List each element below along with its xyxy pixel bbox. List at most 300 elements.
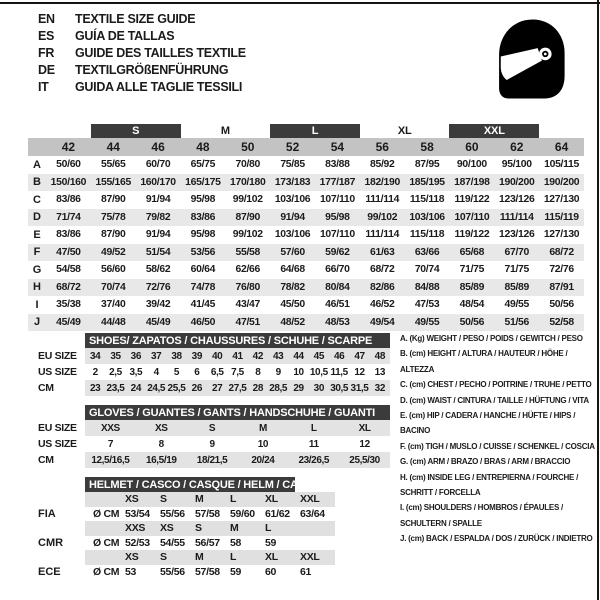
measurement-cell: 59/62 bbox=[325, 246, 350, 258]
measurement-row-letter: D bbox=[33, 211, 41, 224]
measurement-cell: 123/126 bbox=[499, 229, 535, 241]
measurement-cell: 58/62 bbox=[145, 264, 171, 276]
size-cell: XXS bbox=[101, 422, 120, 434]
helmet-value-cell: 59/60 bbox=[230, 507, 255, 520]
measurement-row bbox=[28, 209, 584, 227]
measurement-row-letter: F bbox=[33, 246, 41, 259]
helmet-unit-label: Ø CM bbox=[93, 536, 120, 549]
helmet-value-cell: 52/53 bbox=[125, 536, 150, 549]
helmet-table-rows bbox=[38, 492, 398, 579]
size-cell: 6,5 bbox=[210, 366, 224, 378]
size-cell: 41 bbox=[232, 350, 243, 362]
measurement-cell: 75/78 bbox=[100, 211, 126, 223]
measurement-row bbox=[28, 174, 584, 192]
measurement-cell: 111/114 bbox=[365, 229, 400, 241]
shoes-table bbox=[38, 333, 398, 396]
measurement-row bbox=[28, 279, 584, 297]
helmet-value-grid bbox=[85, 536, 335, 551]
standard-label: CMR bbox=[38, 536, 64, 549]
measurement-cell: 64/68 bbox=[280, 264, 305, 276]
size-cell: 30 bbox=[313, 382, 324, 394]
helmet-size-cell: M bbox=[195, 493, 204, 506]
measurement-cell: 107/110 bbox=[319, 229, 355, 241]
language-code: DE bbox=[38, 63, 55, 77]
size-cell: 34 bbox=[90, 350, 101, 362]
measurement-cell: 119/122 bbox=[454, 229, 490, 241]
legend-item: G. (cm) ARM / BRAZO / BRAS / ARM / BRACCIO bbox=[400, 457, 571, 467]
measurement-cell: 111/114 bbox=[499, 211, 534, 223]
legend-item: F. (cm) TIGH / MUSLO / CUISSE / SCHENKEL / COSCIA bbox=[400, 441, 595, 451]
row-label: US SIZE bbox=[38, 366, 77, 378]
helmet-icon bbox=[489, 12, 573, 106]
size-table-row bbox=[38, 348, 398, 364]
language-code: IT bbox=[38, 80, 49, 94]
size-cell: 5 bbox=[173, 366, 180, 378]
helmet-size-cell: M bbox=[195, 551, 204, 564]
language-title: GUIDE DES TAILLES TEXTILE bbox=[75, 46, 246, 60]
language-row bbox=[38, 28, 246, 45]
measurement-cell: 67/70 bbox=[504, 246, 529, 258]
size-cell: 10,5 bbox=[309, 366, 328, 378]
measurement-cell: 115/118 bbox=[409, 194, 445, 206]
size-cell: 12 bbox=[354, 366, 365, 378]
measurement-cell: 111/114 bbox=[365, 194, 400, 206]
measurement-row bbox=[28, 226, 584, 244]
shoes-table-rows bbox=[38, 348, 398, 396]
helmet-unit-label: Ø CM bbox=[93, 507, 120, 520]
size-cell: 23 bbox=[90, 382, 101, 394]
legend-item: I. (cm) SHOULDERS / HOMBROS / ÉPAULES / SCHULTERN / SPALLE bbox=[400, 503, 564, 528]
measurement-cell: 71/75 bbox=[504, 264, 529, 276]
measurement-cell: 37/40 bbox=[100, 299, 126, 311]
language-row bbox=[38, 62, 246, 79]
measurement-cell: 65/68 bbox=[459, 246, 485, 258]
measurement-cell: 185/195 bbox=[409, 176, 445, 188]
measurement-cell: 45/50 bbox=[280, 299, 305, 311]
measurement-cell: 95/100 bbox=[501, 159, 532, 171]
measurement-cell: 48/54 bbox=[459, 299, 485, 311]
measurement-cell: 87/91 bbox=[549, 281, 574, 293]
size-group-m: M bbox=[220, 125, 230, 137]
measurement-row bbox=[28, 261, 584, 279]
row-values bbox=[85, 420, 390, 436]
measurement-cell: 70/80 bbox=[235, 159, 260, 171]
measurement-cell: 51/56 bbox=[504, 316, 529, 328]
measurement-cell: 87/90 bbox=[100, 194, 126, 206]
measurement-cell: 170/180 bbox=[230, 176, 266, 188]
helmet-size-cell: L bbox=[230, 551, 237, 564]
measurement-cell: 65/75 bbox=[190, 159, 216, 171]
helmet-size-row bbox=[38, 521, 398, 536]
measurement-cell: 103/106 bbox=[274, 229, 311, 241]
measurement-row-letter: I bbox=[35, 298, 39, 311]
size-cell: 48 bbox=[374, 350, 385, 362]
size-cell: 10 bbox=[293, 366, 304, 378]
size-cell: 44 bbox=[293, 350, 304, 362]
measurement-row bbox=[28, 191, 584, 209]
size-cell: 29 bbox=[293, 382, 304, 394]
legend-item: E. (cm) HIP / CADERA / HANCHE / HÜFTE / HIPS / BACINO bbox=[400, 411, 576, 436]
gloves-table-title: GLOVES / GUANTES / GANTS / HANDSCHUHE / GUANTI bbox=[85, 405, 390, 420]
measurement-cell: 43/47 bbox=[235, 299, 260, 311]
size-column-header: 60 bbox=[465, 140, 479, 154]
helmet-value-row bbox=[38, 565, 398, 580]
measurement-cell: 47/50 bbox=[56, 246, 81, 258]
size-group-s: S bbox=[91, 124, 181, 138]
row-values bbox=[85, 364, 390, 380]
measurement-cell: 115/118 bbox=[409, 229, 445, 241]
measurement-cell: 66/70 bbox=[325, 264, 350, 276]
measurement-cell: 50/56 bbox=[549, 299, 574, 311]
size-cell: 45 bbox=[313, 350, 324, 362]
helmet-value-cell: 53/54 bbox=[125, 507, 150, 520]
row-label: US SIZE bbox=[38, 438, 77, 450]
helmet-unit-label: Ø CM bbox=[93, 565, 120, 578]
measurement-cell: 72/76 bbox=[549, 264, 574, 276]
measurement-cell: 99/102 bbox=[232, 229, 263, 241]
size-cell: 24,5 bbox=[147, 382, 166, 394]
measurement-cell: 150/160 bbox=[50, 176, 87, 188]
size-cell: 28 bbox=[252, 382, 263, 394]
measurement-cell: 76/80 bbox=[235, 281, 260, 293]
helmet-value-cell: 55/56 bbox=[160, 565, 185, 578]
language-title: TEXTILGRÖßENFÜHRUNG bbox=[75, 63, 229, 77]
size-column-header: 44 bbox=[106, 140, 120, 154]
measurement-cell: 50/60 bbox=[56, 159, 81, 171]
measurement-cell: 85/89 bbox=[504, 281, 529, 293]
measurement-cell: 74/78 bbox=[190, 281, 216, 293]
size-table-row bbox=[38, 452, 398, 468]
top-border-line bbox=[0, 2, 600, 4]
helmet-table-title: HELMET / CASCO / CASQUE / HELM / CASCO bbox=[85, 477, 295, 492]
legend-item: B. (cm) HEIGHT / ALTURA / HAUTEUR / HÖHE / ALTEZZA bbox=[400, 349, 568, 374]
size-cell: 2 bbox=[92, 366, 98, 378]
language-title: GUÍA DE TALLAS bbox=[75, 29, 175, 43]
measurement-cell: 68/72 bbox=[369, 264, 395, 276]
measurement-cell: 103/106 bbox=[274, 194, 311, 206]
measurement-cell: 87/90 bbox=[100, 229, 126, 241]
size-cell: 11 bbox=[308, 438, 319, 450]
measurement-cell: 160/170 bbox=[140, 176, 176, 188]
language-code: EN bbox=[38, 12, 55, 26]
helmet-size-cell: L bbox=[230, 493, 237, 506]
measurement-cell: 83/86 bbox=[190, 211, 216, 223]
helmet-size-cell: XS bbox=[160, 522, 174, 535]
measurement-cell: 57/60 bbox=[280, 246, 305, 258]
language-title: GUIDA ALLE TAGLIE TESSILI bbox=[75, 80, 243, 94]
measurement-row bbox=[28, 156, 584, 174]
language-code: ES bbox=[38, 29, 55, 43]
measurement-cell: 103/106 bbox=[409, 211, 445, 223]
measurement-row-letter: G bbox=[32, 263, 42, 276]
measurement-cell: 95/98 bbox=[190, 229, 216, 241]
measurement-cell: 91/94 bbox=[145, 229, 171, 241]
language-row bbox=[38, 79, 246, 96]
helmet-size-cell: S bbox=[195, 522, 202, 535]
measurement-cell: 127/130 bbox=[543, 229, 580, 241]
helmet-table bbox=[38, 477, 398, 579]
row-label: EU SIZE bbox=[38, 350, 77, 362]
row-values bbox=[85, 452, 390, 468]
size-cell: 25,5 bbox=[167, 382, 186, 394]
language-title: TEXTILE SIZE GUIDE bbox=[75, 12, 196, 26]
measurement-cell: 53/56 bbox=[190, 246, 216, 258]
size-cell: 18/21,5 bbox=[196, 454, 228, 466]
size-cell: 27,5 bbox=[228, 382, 247, 394]
size-column-header: 54 bbox=[330, 140, 345, 154]
measurement-cell: 48/53 bbox=[325, 316, 350, 328]
measurement-row bbox=[28, 296, 584, 314]
measurement-cell: 48/52 bbox=[280, 316, 305, 328]
measurement-cell: 49/55 bbox=[504, 299, 529, 311]
measurement-cell: 75/85 bbox=[280, 159, 305, 171]
helmet-size-cell: XL bbox=[265, 493, 278, 506]
helmet-value-cell: 58 bbox=[230, 536, 242, 549]
measurement-cell: 52/58 bbox=[549, 316, 574, 328]
helmet-size-cell: L bbox=[265, 522, 272, 535]
size-column-header: 52 bbox=[285, 140, 300, 154]
measurement-cell: 78/82 bbox=[280, 281, 305, 293]
measurement-cell: 79/82 bbox=[145, 211, 171, 223]
helmet-size-cell: XL bbox=[265, 551, 278, 564]
helmet-size-cell: XS bbox=[125, 493, 139, 506]
measurement-cell: 45/49 bbox=[145, 316, 171, 328]
legend-item: H. (cm) INSIDE LEG / ENTREPIERNA / FOURCHE / SCHRITT / FORCELLA bbox=[400, 472, 579, 498]
measurement-cell: 119/122 bbox=[454, 194, 490, 206]
measurement-cell: 63/66 bbox=[414, 246, 440, 258]
size-cell: 31,5 bbox=[350, 382, 369, 394]
measurement-row bbox=[28, 244, 584, 262]
size-cell: 32 bbox=[374, 382, 385, 394]
helmet-size-cell: XXS bbox=[125, 522, 146, 535]
size-group-row bbox=[28, 124, 584, 138]
measurement-cell: 115/119 bbox=[544, 211, 579, 223]
measurement-cell: 72/76 bbox=[145, 281, 171, 293]
measurement-cell: 41/45 bbox=[190, 299, 216, 311]
measurement-cell: 95/98 bbox=[190, 194, 216, 206]
size-column-header: 46 bbox=[151, 140, 165, 154]
measurement-cell: 105/115 bbox=[544, 159, 580, 171]
size-cell: 9 bbox=[209, 438, 215, 450]
legend-item: J. (cm) BACK / ESPALDA / DOS / ZURÜCK / INDIETRO bbox=[400, 534, 593, 544]
size-column-header: 62 bbox=[510, 140, 524, 154]
measurement-cell: 85/92 bbox=[369, 159, 395, 171]
helmet-size-grid bbox=[85, 521, 335, 536]
measurement-cell: 80/84 bbox=[325, 281, 350, 293]
size-cell: 9 bbox=[275, 366, 281, 378]
measurement-cell: 50/56 bbox=[459, 316, 485, 328]
helmet-size-cell: XXL bbox=[300, 493, 320, 506]
size-column-header: 64 bbox=[554, 140, 569, 154]
measurement-cell: 35/38 bbox=[56, 299, 81, 311]
legend-item: A. (Kg) WEIGHT / PESO / POIDS / GEWITCH / PESO bbox=[400, 334, 583, 343]
size-cell: 12 bbox=[359, 438, 370, 450]
helmet-value-cell: 53 bbox=[125, 565, 137, 578]
measurement-cell: 47/53 bbox=[414, 299, 440, 311]
measurement-cell: 190/200 bbox=[543, 176, 580, 188]
helmet-value-cell: 56/57 bbox=[195, 536, 220, 549]
measurement-cell: 84/88 bbox=[414, 281, 440, 293]
helmet-value-cell: 57/58 bbox=[195, 565, 220, 578]
helmet-size-grid bbox=[85, 492, 335, 507]
shoes-table-title: SHOES/ ZAPATOS / CHAUSSURES / SCHUHE / SCARPE bbox=[85, 333, 390, 348]
size-cell: XS bbox=[154, 422, 168, 434]
measurement-row-letter: A bbox=[33, 158, 41, 171]
measurement-cell: 90/100 bbox=[456, 159, 487, 171]
size-cell: 8 bbox=[255, 366, 261, 378]
size-cell: 2,5 bbox=[109, 366, 122, 378]
row-values bbox=[85, 348, 390, 364]
textile-size-table bbox=[28, 124, 584, 331]
row-label: CM bbox=[38, 454, 54, 466]
measurement-row bbox=[28, 314, 584, 332]
standard-label: ECE bbox=[38, 565, 61, 578]
size-cell: 16,5/19 bbox=[145, 454, 177, 466]
size-cell: L bbox=[310, 422, 317, 434]
measurement-cell: 83/88 bbox=[325, 159, 350, 171]
size-group-l: L bbox=[270, 124, 360, 138]
measurement-cell: 95/98 bbox=[325, 211, 350, 223]
measurement-row-letter: H bbox=[33, 281, 41, 294]
size-group-xxl: XXL bbox=[449, 124, 539, 138]
measurement-row-letter: B bbox=[33, 176, 41, 189]
size-table-row bbox=[38, 436, 398, 452]
measurement-row-letter: J bbox=[33, 316, 41, 329]
size-cell: 10 bbox=[257, 438, 269, 450]
measurement-cell: 49/54 bbox=[369, 316, 395, 328]
size-group-xl: XL bbox=[397, 125, 412, 137]
measurement-cell: 187/198 bbox=[454, 176, 490, 188]
measurement-cell: 70/74 bbox=[414, 264, 440, 276]
helmet-size-cell: XS bbox=[125, 551, 139, 564]
size-cell: 38 bbox=[171, 350, 182, 362]
measurement-cell: 56/60 bbox=[100, 264, 126, 276]
size-table-row bbox=[38, 420, 398, 436]
size-table-row bbox=[38, 364, 398, 380]
helmet-size-grid bbox=[85, 550, 335, 565]
helmet-value-cell: 59 bbox=[265, 536, 277, 549]
row-values bbox=[85, 436, 390, 452]
size-cell: 42 bbox=[252, 350, 263, 362]
helmet-value-cell: 57/58 bbox=[195, 507, 220, 520]
helmet-value-cell: 61/62 bbox=[265, 507, 290, 520]
measurement-cell: 46/52 bbox=[369, 299, 395, 311]
size-cell: 25,5/30 bbox=[349, 454, 380, 466]
measurement-cell: 83/86 bbox=[56, 194, 81, 206]
size-column-header: 58 bbox=[420, 140, 434, 154]
helmet-value-cell: 54/55 bbox=[160, 536, 185, 549]
size-cell: 47 bbox=[354, 350, 365, 362]
helmet-size-cell: S bbox=[160, 493, 167, 506]
measurement-cell: 61/63 bbox=[369, 246, 395, 258]
row-label: EU SIZE bbox=[38, 422, 77, 434]
measurement-cell: 87/95 bbox=[414, 159, 440, 171]
size-column-header: 48 bbox=[196, 140, 210, 154]
size-cell: 6 bbox=[194, 366, 200, 378]
measurement-cell: 85/89 bbox=[459, 281, 485, 293]
size-cell: 30,5 bbox=[330, 382, 349, 394]
measurement-cell: 91/94 bbox=[280, 211, 305, 223]
helmet-size-row bbox=[38, 550, 398, 565]
helmet-value-grid bbox=[85, 565, 335, 580]
row-label: CM bbox=[38, 382, 54, 394]
measurement-cell: 39/42 bbox=[145, 299, 171, 311]
size-cell: 4 bbox=[153, 366, 159, 378]
measurement-cell: 44/48 bbox=[100, 316, 126, 328]
measurement-cell: 123/126 bbox=[499, 194, 535, 206]
gloves-table bbox=[38, 405, 398, 468]
size-cell: 20/24 bbox=[251, 454, 275, 466]
size-column-header: 56 bbox=[375, 140, 389, 154]
size-cell: 35 bbox=[110, 350, 121, 362]
size-cell: 46 bbox=[334, 350, 345, 362]
measurement-cell: 127/130 bbox=[543, 194, 580, 206]
helmet-value-cell: 61 bbox=[300, 565, 312, 578]
language-row bbox=[38, 11, 246, 28]
size-column-header: 50 bbox=[241, 140, 255, 154]
size-cell: 12,5/16,5 bbox=[91, 454, 130, 466]
size-cell: 8 bbox=[158, 438, 164, 450]
measurement-cell: 47/51 bbox=[235, 316, 260, 328]
helmet-value-row bbox=[38, 536, 398, 551]
size-number-row bbox=[28, 138, 584, 156]
gloves-table-rows bbox=[38, 420, 398, 468]
measurement-cell: 68/72 bbox=[56, 281, 81, 293]
helmet-value-cell: 59 bbox=[230, 565, 242, 578]
helmet-value-cell: 60 bbox=[265, 565, 277, 578]
measurement-cell: 60/64 bbox=[190, 264, 216, 276]
size-cell: 26 bbox=[191, 382, 202, 394]
measurement-cell: 99/102 bbox=[367, 211, 398, 223]
size-cell: M bbox=[258, 422, 267, 434]
size-cell: 27 bbox=[212, 382, 223, 394]
measurement-cell: 190/200 bbox=[499, 176, 535, 188]
row-values bbox=[85, 380, 390, 396]
size-cell: 11,5 bbox=[330, 366, 348, 378]
measurement-cell: 60/70 bbox=[145, 159, 171, 171]
measurement-cell: 51/54 bbox=[145, 246, 171, 258]
measurement-cell: 68/72 bbox=[549, 246, 574, 258]
helmet-size-row bbox=[38, 492, 398, 507]
measurement-cell: 71/74 bbox=[56, 211, 81, 223]
helmet-size-cell: S bbox=[160, 551, 167, 564]
helmet-value-row bbox=[38, 507, 398, 522]
measurement-cell: 49/52 bbox=[100, 246, 126, 258]
measurement-cell: 46/51 bbox=[325, 299, 350, 311]
measurement-cell: 107/110 bbox=[454, 211, 490, 223]
measurement-cell: 155/165 bbox=[95, 176, 131, 188]
language-row bbox=[38, 45, 246, 62]
measurement-cell: 49/55 bbox=[414, 316, 440, 328]
measurement-cell: 83/86 bbox=[56, 229, 81, 241]
measurement-cell: 70/74 bbox=[100, 281, 126, 293]
legend-item: C. (cm) CHEST / PECHO / POITRINE / TRUHE / PETTO bbox=[400, 380, 592, 390]
measurement-cell: 177/187 bbox=[319, 176, 356, 188]
size-cell: 24 bbox=[130, 382, 141, 394]
legend-item: D. (cm) WAIST / CINTURA / TAILLE / HÜFTUNG / VITA bbox=[400, 395, 589, 405]
size-cell: 23/26,5 bbox=[298, 454, 330, 466]
helmet-value-cell: 55/56 bbox=[160, 507, 185, 520]
helmet-value-cell: 63/64 bbox=[300, 507, 325, 520]
measurement-cell: 87/90 bbox=[235, 211, 260, 223]
size-cell: 43 bbox=[273, 350, 284, 362]
measurement-legend bbox=[400, 331, 597, 547]
right-border-line bbox=[597, 0, 599, 600]
measurement-cell: 55/58 bbox=[235, 246, 260, 258]
size-cell: 23,5 bbox=[106, 382, 125, 394]
measurement-cell: 54/58 bbox=[56, 264, 81, 276]
measurement-row-letter: C bbox=[33, 193, 41, 206]
